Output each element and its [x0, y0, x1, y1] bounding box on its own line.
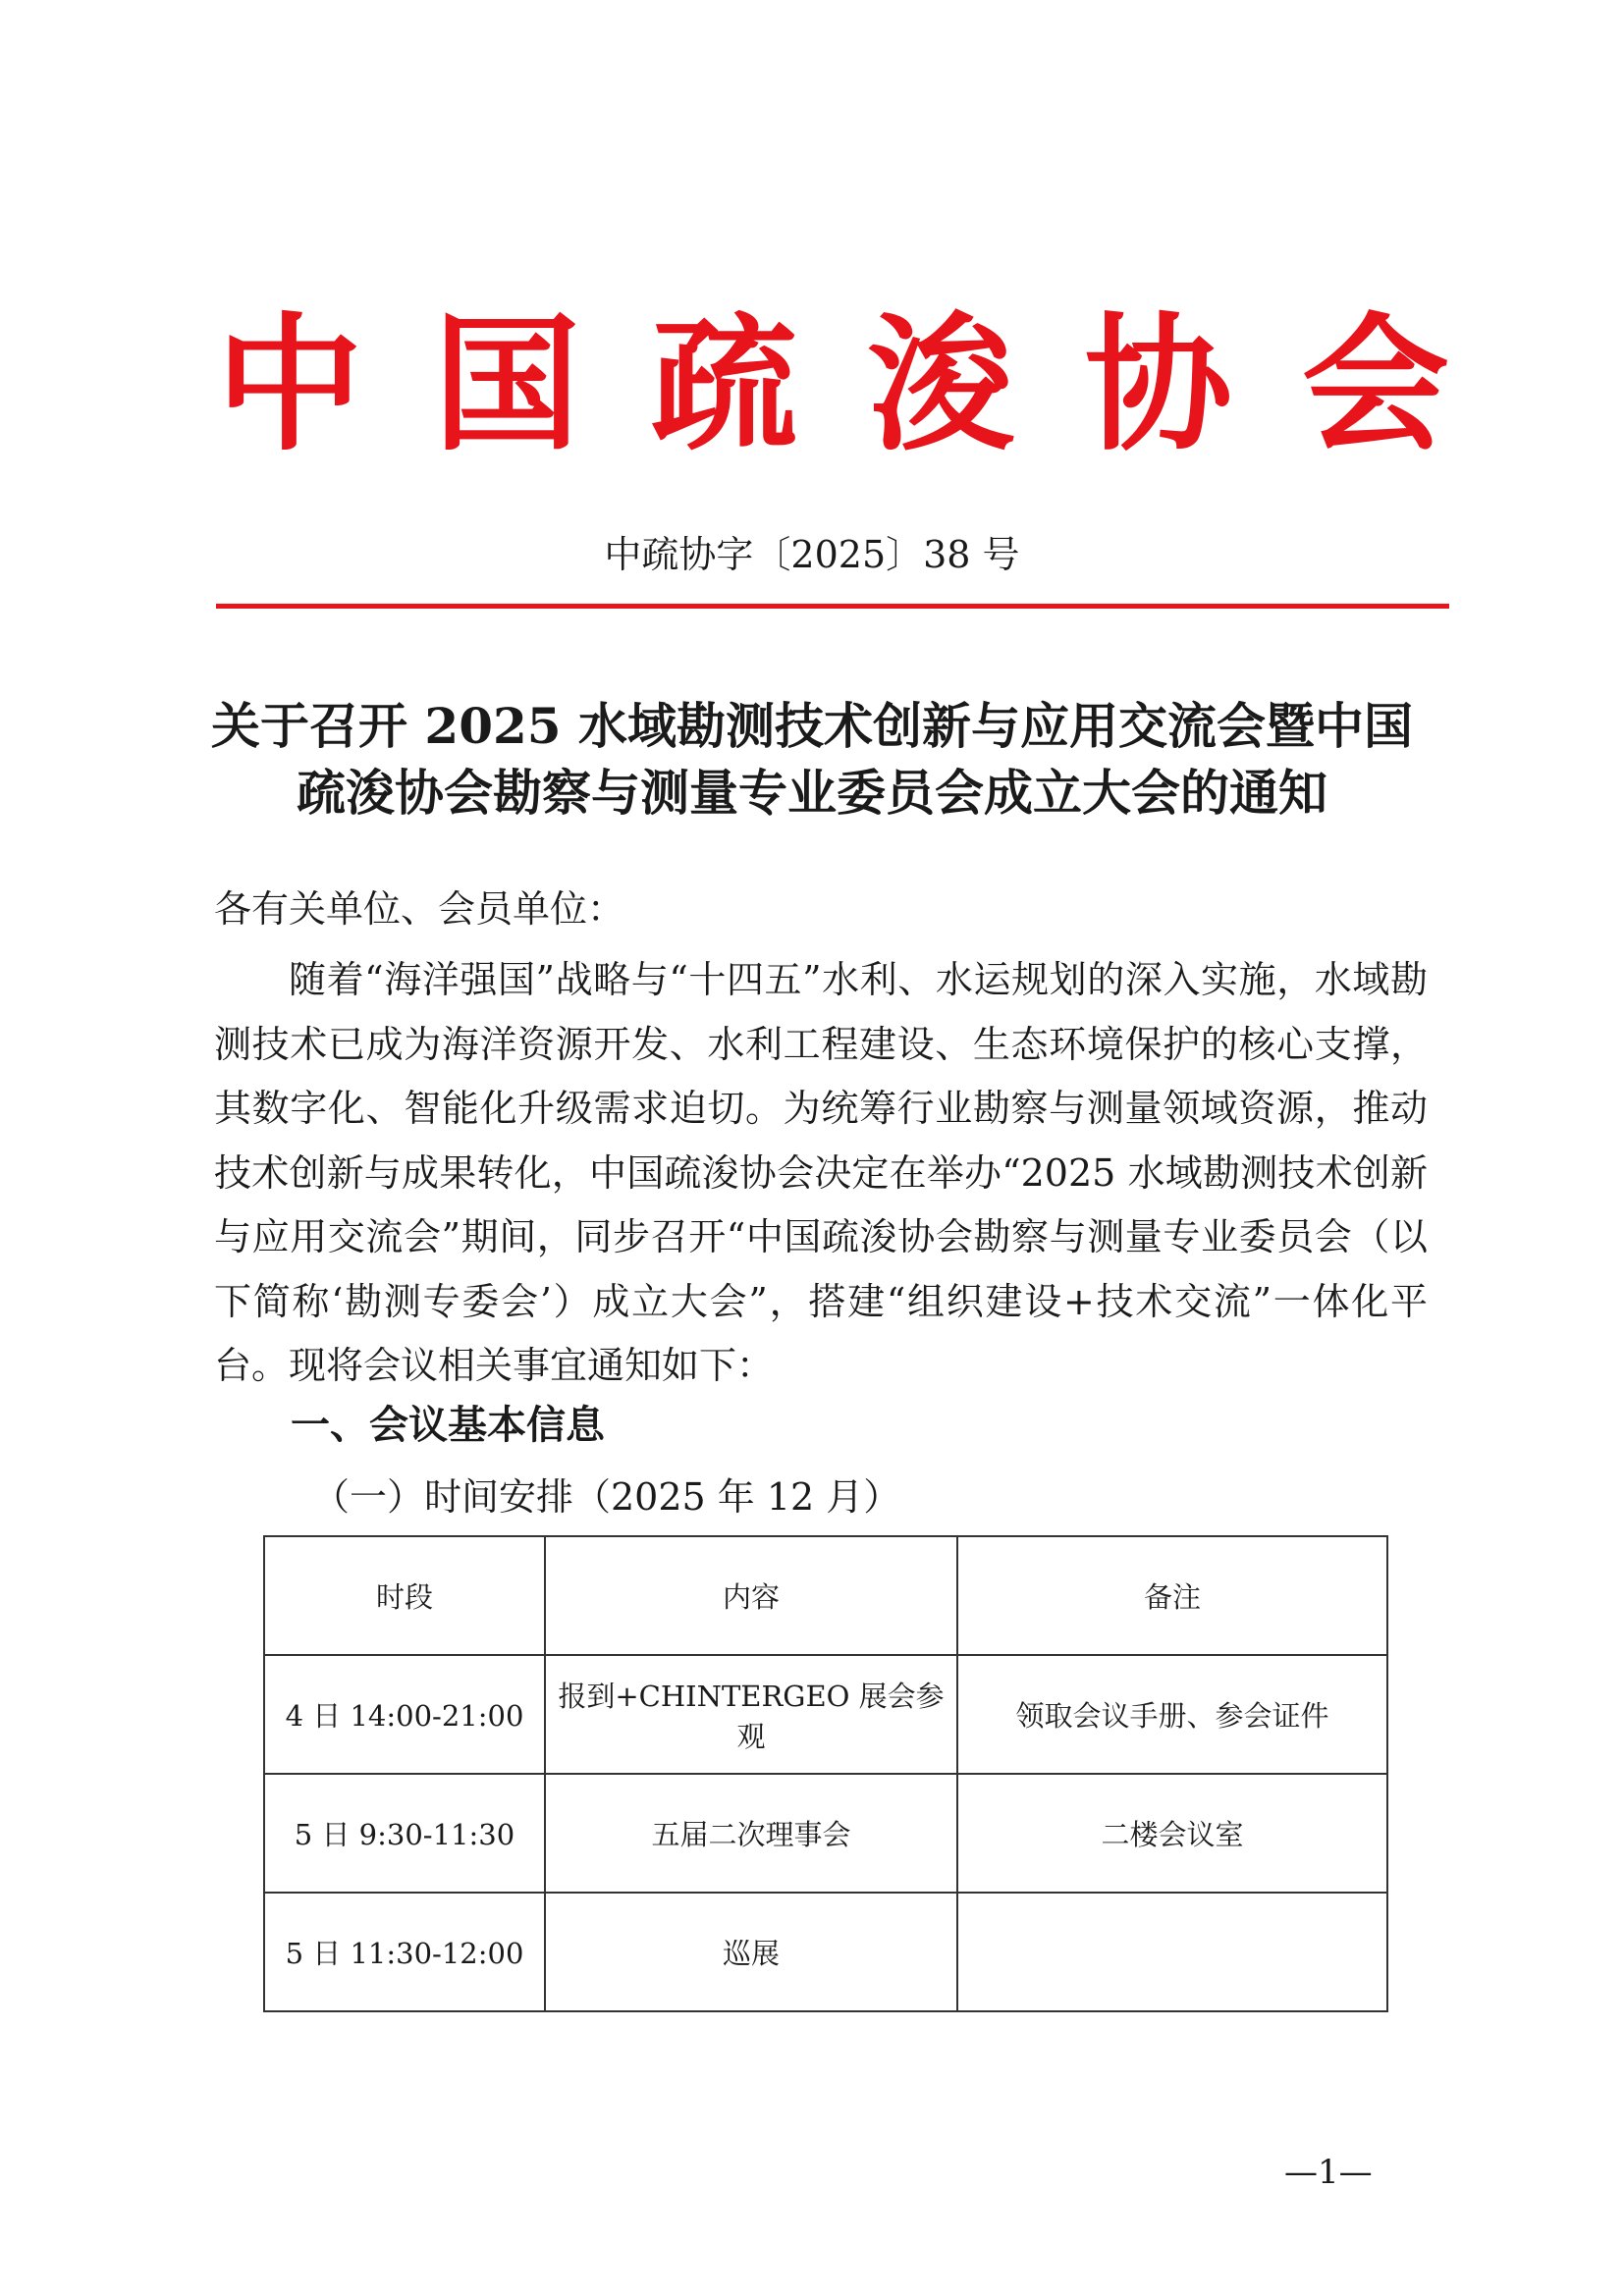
- section-heading: 一、会议基本信息: [291, 1403, 605, 1448]
- schedule-table: [263, 1535, 1388, 2012]
- content-cell: 报到+CHINTERGEO 展会参观: [545, 1655, 957, 1774]
- table-row: [264, 1655, 1387, 1774]
- title-line-1: 关于召开 2025 水域勘测技术创新与应用交流会暨中国: [211, 697, 1413, 755]
- column-header-remarks: 备注: [957, 1536, 1387, 1655]
- title-line-2: 疏浚协会勘察与测量专业委员会成立大会的通知: [297, 764, 1327, 822]
- masthead-char: 疏: [650, 300, 798, 471]
- time-cell: 5 日 9:30-11:30: [264, 1774, 545, 1893]
- remarks-cell: 领取会议手册、参会证件: [957, 1655, 1387, 1774]
- salutation: 各有关单位、会员单位：: [214, 887, 625, 931]
- content-cell: 巡展: [545, 1893, 957, 2011]
- document-number: 中疏协字〔2025〕38 号: [604, 533, 1020, 576]
- masthead-char: 浚: [867, 300, 1015, 471]
- masthead-char: 中: [216, 300, 364, 471]
- remarks-cell: [957, 1893, 1387, 2011]
- table-row: [264, 1774, 1387, 1893]
- sub-section-heading: （一）时间安排（2025 年 12 月）: [312, 1475, 901, 1519]
- page-number: —1—: [1284, 2153, 1373, 2192]
- masthead-char: 国: [433, 300, 581, 471]
- body-paragraph: 随着“海洋强国”战略与“十四五”水利、水运规划的深入实施，水域勘测技术已成为海洋资源开发、水利工程建设、生态环境保护的核心支撑，其数字化、智能化升级需求迫切。为统筹行业勘察与测量领域资源，推动技术创新与成果转化，中国疏浚协会决定在举办“2025 水域勘测技术创新与应用交流会”期间，同步召开“中国疏浚协会勘察与测量专业委员会（以下简称‘勘测专委会’）成立大会”，搭建“组织建设+技术交流”一体化平台。现将会议相关事宜通知如下：: [214, 958, 1428, 1387]
- column-header-content: 内容: [545, 1536, 957, 1655]
- red-divider: [216, 604, 1449, 609]
- remarks-cell: 二楼会议室: [957, 1774, 1387, 1893]
- table-header-row: [264, 1536, 1387, 1655]
- column-header-time: 时段: [264, 1536, 545, 1655]
- masthead-char: 会: [1301, 300, 1449, 471]
- org-masthead: [216, 300, 1449, 471]
- table-row: [264, 1893, 1387, 2011]
- time-cell: 5 日 11:30-12:00: [264, 1893, 545, 2011]
- content-cell: 五届二次理事会: [545, 1774, 957, 1893]
- notice-title: [196, 693, 1428, 827]
- time-cell: 4 日 14:00-21:00: [264, 1655, 545, 1774]
- masthead-char: 协: [1084, 300, 1232, 471]
